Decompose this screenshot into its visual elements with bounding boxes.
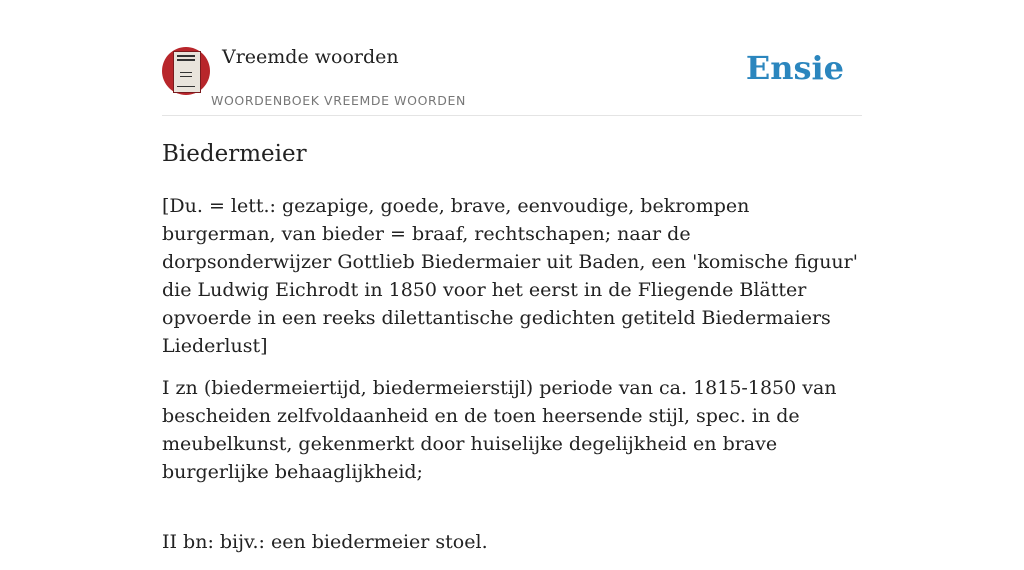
entry-content [162,138,862,570]
ensie-logo[interactable]: Ensie [745,49,844,87]
entry-etymology: [Du. = lett.: gezapige, goede, brave, eenvoudige, bekrompen burgerman, van bieder = braaf, rechtschapen; naar de dorpsonderwijzer Gottlieb Biedermaier uit Baden, een 'komische figuur' die Ludwig Eichrodt in 1850 voor het eerst in de Fliegende Blätter opvoerde in een reeks dilettantische gedichten getiteld Biedermaiers Liederlust] [162,195,858,357]
book-cover-icon[interactable] [162,47,210,95]
source-subtitle: WOORDENBOEK VREEMDE WOORDEN [211,93,466,108]
entry-title: Biedermeier [162,141,307,167]
entry-definition-2: II bn: bijv.: een biedermeier stoel. [162,531,488,553]
page-header [162,44,862,116]
paragraph-spacer [162,500,862,528]
source-title[interactable]: Vreemde woorden [222,46,399,68]
entry-definition-1: I zn (biedermeiertijd, biedermeierstijl) periode van ca. 1815-1850 van bescheiden zelfvoldaanheid en de toen heersende stijl, spec. in de meubelkunst, gekenmerkt door huiselijke degelijkheid en brave burgerlijke behaaglijkheid; [162,377,837,483]
book-cover [173,51,201,93]
